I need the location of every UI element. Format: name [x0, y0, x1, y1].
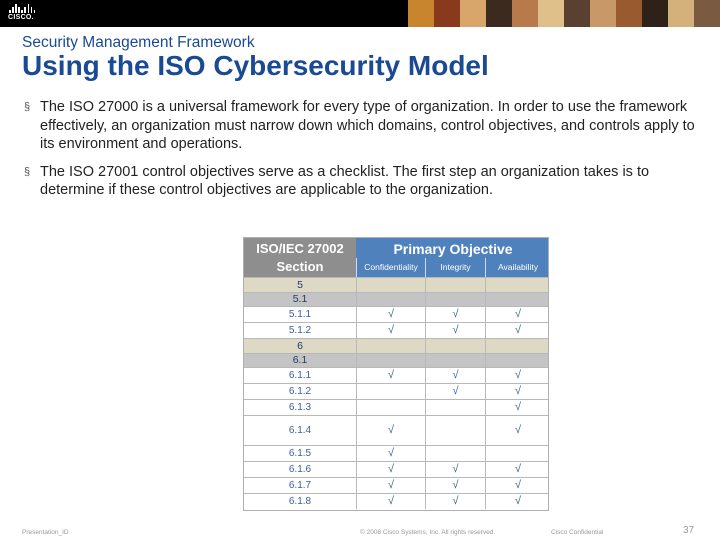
- column-header-availability: Availability: [485, 258, 549, 277]
- integrity-check: [425, 339, 485, 353]
- section-header-line1: ISO/IEC 27002: [256, 241, 344, 256]
- bullet-text: The ISO 27000 is a universal framework for every type of organization. In order to use the framework effectively, an organization must narrow down which domains, control objectives, and controls apply to its environment and operations.: [40, 99, 695, 152]
- person-photo: [616, 0, 642, 27]
- table-row: [244, 322, 549, 338]
- section-number: 6: [297, 340, 303, 352]
- availability-check: [485, 278, 549, 292]
- column-header-integrity: Integrity: [425, 258, 485, 277]
- footer-confidential: Cisco Confidential: [551, 529, 604, 536]
- table-row: [244, 277, 549, 292]
- table-row: [244, 477, 549, 493]
- table-body: [244, 277, 549, 509]
- integrity-check: √: [425, 494, 485, 509]
- objective-column-headers: [356, 258, 549, 277]
- table-row: [244, 383, 549, 399]
- integrity-check: [425, 278, 485, 292]
- integrity-check: [425, 354, 485, 367]
- section-number: 5.1.2: [288, 325, 312, 336]
- person-photo: [408, 0, 434, 27]
- integrity-check: √: [425, 368, 485, 383]
- cisco-wordmark: CISCO.: [8, 14, 34, 21]
- table-row: [244, 415, 549, 445]
- section-number: 5.1: [292, 293, 308, 305]
- table-row: [244, 399, 549, 415]
- section-header-line2: Section: [276, 259, 324, 274]
- section-number: 6.1.8: [288, 496, 312, 507]
- availability-check: √: [485, 323, 549, 338]
- bullet-item: [22, 98, 702, 154]
- availability-check: √: [485, 494, 549, 509]
- table-row: [244, 367, 549, 383]
- section-number: 6.1: [292, 354, 308, 366]
- integrity-check: √: [425, 478, 485, 493]
- slide-title: Using the ISO Cybersecurity Model: [22, 50, 489, 81]
- integrity-check: [425, 400, 485, 415]
- footer-copyright: © 2008 Cisco Systems, Inc. All rights reserved.: [360, 529, 496, 536]
- table-row: [244, 493, 549, 509]
- integrity-check: √: [425, 462, 485, 477]
- integrity-check: [425, 293, 485, 306]
- availability-check: √: [485, 368, 549, 383]
- cisco-logo: [8, 4, 42, 24]
- bullet-item: [22, 163, 702, 200]
- availability-check: √: [485, 416, 549, 445]
- availability-check: √: [485, 307, 549, 322]
- bullet-icon: §: [24, 165, 31, 178]
- table-row: [244, 353, 549, 367]
- section-number: 6.1.4: [288, 425, 312, 436]
- availability-check: [485, 293, 549, 306]
- confidentiality-check: [356, 400, 425, 415]
- bullet-list: [22, 98, 702, 209]
- table-row: [244, 292, 549, 306]
- table-row: [244, 338, 549, 353]
- confidentiality-check: [356, 339, 425, 353]
- availability-check: √: [485, 384, 549, 399]
- confidentiality-check: √: [356, 446, 425, 461]
- person-photo: [668, 0, 694, 27]
- confidentiality-check: √: [356, 416, 425, 445]
- integrity-check: √: [425, 307, 485, 322]
- availability-check: √: [485, 400, 549, 415]
- availability-check: [485, 446, 549, 461]
- availability-check: [485, 354, 549, 367]
- bullet-text: The ISO 27001 control objectives serve as a checklist. The first step an organization takes is to determine if these control objectives are applicable to the organization.: [40, 163, 650, 198]
- integrity-check: [425, 416, 485, 445]
- bullet-icon: §: [24, 101, 31, 113]
- availability-check: √: [485, 462, 549, 477]
- section-subtitle: Security Management Framework: [22, 34, 255, 51]
- confidentiality-check: [356, 354, 425, 367]
- confidentiality-check: [356, 293, 425, 306]
- person-photo: [564, 0, 590, 27]
- primary-objective-header: Primary Objective: [356, 238, 549, 258]
- person-photo: [538, 0, 564, 27]
- section-number: 6.1.6: [288, 464, 312, 475]
- cisco-bars-icon: [9, 4, 35, 13]
- integrity-check: √: [425, 384, 485, 399]
- person-photo: [642, 0, 668, 27]
- section-number: 5.1.1: [288, 309, 312, 320]
- person-photo: [486, 0, 512, 27]
- section-header: [244, 238, 356, 277]
- person-photo: [590, 0, 616, 27]
- availability-check: [485, 339, 549, 353]
- availability-check: √: [485, 478, 549, 493]
- confidentiality-check: [356, 278, 425, 292]
- confidentiality-check: √: [356, 494, 425, 509]
- table-row: [244, 461, 549, 477]
- section-number: 6.1.7: [288, 480, 312, 491]
- section-number: 6.1.5: [288, 448, 312, 459]
- confidentiality-check: [356, 384, 425, 399]
- column-header-confidentiality: Confidentiality: [356, 258, 425, 277]
- confidentiality-check: √: [356, 462, 425, 477]
- section-number: 6.1.1: [288, 370, 312, 381]
- person-photo: [512, 0, 538, 27]
- section-number: 5: [297, 279, 303, 291]
- section-number: 6.1.2: [288, 386, 312, 397]
- page-number: 37: [683, 525, 695, 536]
- footer-presentation-id: Presentation_ID: [22, 529, 69, 536]
- person-photo: [460, 0, 486, 27]
- person-photo: [434, 0, 460, 27]
- confidentiality-check: √: [356, 478, 425, 493]
- top-banner: [0, 0, 720, 27]
- integrity-check: √: [425, 323, 485, 338]
- confidentiality-check: √: [356, 368, 425, 383]
- people-photo-strip: [408, 0, 720, 27]
- section-number: 6.1.3: [288, 402, 312, 413]
- table-row: [244, 445, 549, 461]
- integrity-check: [425, 446, 485, 461]
- confidentiality-check: √: [356, 307, 425, 322]
- table-row: [244, 306, 549, 322]
- iso-objectives-table: [243, 237, 549, 511]
- person-photo: [694, 0, 720, 27]
- confidentiality-check: √: [356, 323, 425, 338]
